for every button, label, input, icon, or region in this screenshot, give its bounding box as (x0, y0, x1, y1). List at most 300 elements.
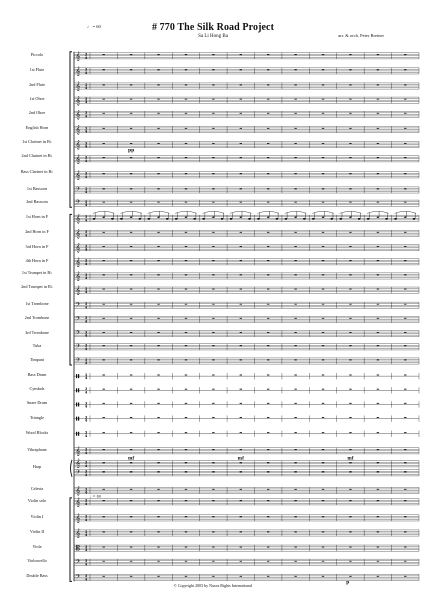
whole-rest-icon (185, 489, 187, 490)
note-head-icon (239, 216, 242, 218)
whole-rest-icon (377, 274, 379, 275)
time-signature: 4 (84, 114, 88, 119)
percussion-clef-icon (78, 374, 79, 378)
instrument-label: Bass Drum (27, 372, 47, 378)
whole-rest-icon (212, 345, 214, 346)
whole-rest-icon (267, 389, 269, 390)
time-signature: 3 (84, 574, 88, 579)
whole-rest-icon (240, 143, 242, 144)
whole-rest-icon (322, 246, 324, 247)
whole-rest-icon (404, 54, 406, 55)
time-signature: 4 (84, 144, 88, 149)
instrument-label: Harp (32, 463, 42, 469)
whole-rest-icon (130, 576, 132, 577)
instrument-label: 4th Horn in F (25, 257, 49, 263)
treble-clef-icon: 𝄞 (75, 95, 81, 105)
whole-rest-icon (157, 318, 159, 319)
whole-rest-icon (294, 318, 296, 319)
whole-rest-icon (103, 99, 105, 100)
percussion-clef-icon (78, 417, 79, 421)
whole-rest-icon (240, 99, 242, 100)
whole-rest-icon (267, 345, 269, 346)
whole-rest-icon (349, 500, 351, 501)
instrument-label: Cymbals (29, 386, 45, 392)
whole-rest-icon (377, 471, 379, 472)
whole-rest-icon (294, 417, 296, 418)
time-signature: 3 (84, 258, 88, 263)
instrument-label: 2nd Horn in F (25, 229, 49, 235)
note-head-icon (130, 216, 133, 218)
whole-rest-icon (404, 173, 406, 174)
whole-rest-icon (267, 157, 269, 158)
whole-rest-icon (212, 274, 214, 275)
whole-rest-icon (103, 516, 105, 517)
time-signature: 4 (84, 174, 88, 179)
whole-rest-icon (349, 188, 351, 189)
whole-rest-icon (267, 113, 269, 114)
whole-rest-icon (349, 202, 351, 203)
instrument-label: English Horn (25, 125, 49, 131)
whole-rest-icon (185, 516, 187, 517)
bass-clef-icon: 𝄢 (75, 315, 81, 324)
whole-rest-icon (377, 489, 379, 490)
whole-rest-icon (349, 359, 351, 360)
whole-rest-icon (349, 99, 351, 100)
whole-rest-icon (404, 113, 406, 114)
whole-rest-icon (157, 432, 159, 433)
whole-rest-icon (377, 143, 379, 144)
whole-rest-icon (349, 260, 351, 261)
time-signature: 3 (84, 415, 88, 420)
whole-rest-icon (377, 345, 379, 346)
whole-rest-icon (404, 576, 406, 577)
whole-rest-icon (322, 389, 324, 390)
whole-rest-icon (157, 449, 159, 450)
treble-clef-icon: 𝄞 (75, 271, 81, 281)
whole-rest-icon (212, 389, 214, 390)
whole-rest-icon (240, 246, 242, 247)
whole-rest-icon (404, 246, 406, 247)
treble-clef-icon: 𝄞 (75, 486, 81, 496)
whole-rest-icon (130, 202, 132, 203)
whole-rest-icon (349, 143, 351, 144)
whole-rest-icon (267, 202, 269, 203)
whole-rest-icon (267, 462, 269, 463)
whole-rest-icon (322, 449, 324, 450)
whole-rest-icon (130, 304, 132, 305)
percussion-clef-icon (78, 402, 79, 406)
time-signature: 3 (84, 215, 88, 220)
whole-rest-icon (157, 128, 159, 129)
whole-rest-icon (130, 143, 132, 144)
bass-clef-icon: 𝄢 (75, 573, 81, 582)
whole-rest-icon (240, 547, 242, 548)
whole-rest-icon (157, 202, 159, 203)
whole-rest-icon (212, 375, 214, 376)
whole-rest-icon (212, 246, 214, 247)
note-head-icon (120, 218, 123, 220)
whole-rest-icon (185, 561, 187, 562)
whole-rest-icon (212, 289, 214, 290)
instrument-label: 2nd Bassoon (26, 199, 48, 205)
whole-rest-icon (404, 260, 406, 261)
whole-rest-icon (377, 462, 379, 463)
whole-rest-icon (240, 471, 242, 472)
whole-rest-icon (240, 274, 242, 275)
whole-rest-icon (377, 531, 379, 532)
whole-rest-icon (212, 449, 214, 450)
time-signature: 3 (84, 244, 88, 249)
whole-rest-icon (322, 143, 324, 144)
whole-rest-icon (267, 128, 269, 129)
whole-rest-icon (212, 113, 214, 114)
whole-rest-icon (240, 576, 242, 577)
whole-rest-icon (322, 157, 324, 158)
whole-rest-icon (185, 173, 187, 174)
whole-rest-icon (377, 69, 379, 70)
whole-rest-icon (130, 232, 132, 233)
slur-icon (230, 211, 251, 213)
whole-rest-icon (157, 113, 159, 114)
whole-rest-icon (267, 54, 269, 55)
time-signature: 3 (84, 460, 88, 465)
whole-rest-icon (349, 69, 351, 70)
whole-rest-icon (130, 128, 132, 129)
whole-rest-icon (212, 471, 214, 472)
whole-rest-icon (377, 232, 379, 233)
whole-rest-icon (185, 113, 187, 114)
whole-rest-icon (103, 128, 105, 129)
whole-rest-icon (157, 232, 159, 233)
whole-rest-icon (294, 289, 296, 290)
whole-rest-icon (322, 332, 324, 333)
whole-rest-icon (322, 547, 324, 548)
instrument-label: Bass Clarinet in B♭ (20, 168, 54, 174)
whole-rest-icon (103, 471, 105, 472)
dynamic-marking: mf (128, 455, 135, 461)
time-signature: 4 (84, 390, 88, 395)
whole-rest-icon (294, 462, 296, 463)
whole-rest-icon (377, 403, 379, 404)
whole-rest-icon (267, 99, 269, 100)
whole-rest-icon (240, 500, 242, 501)
whole-rest-icon (349, 157, 351, 158)
whole-rest-icon (322, 274, 324, 275)
whole-rest-icon (240, 359, 242, 360)
whole-rest-icon (349, 547, 351, 548)
whole-rest-icon (103, 561, 105, 562)
time-signature: 3 (84, 111, 88, 116)
whole-rest-icon (267, 576, 269, 577)
note-head-icon (294, 216, 297, 218)
whole-rest-icon (294, 403, 296, 404)
whole-rest-icon (212, 318, 214, 319)
whole-rest-icon (212, 531, 214, 532)
whole-rest-icon (185, 345, 187, 346)
whole-rest-icon (267, 173, 269, 174)
whole-rest-icon (294, 157, 296, 158)
note-head-icon (276, 218, 279, 220)
time-signature: 3 (84, 469, 88, 474)
whole-rest-icon (404, 432, 406, 433)
whole-rest-icon (103, 113, 105, 114)
whole-rest-icon (212, 489, 214, 490)
whole-rest-icon (212, 500, 214, 501)
whole-rest-icon (322, 54, 324, 55)
whole-rest-icon (267, 375, 269, 376)
whole-rest-icon (240, 289, 242, 290)
note-head-icon (248, 218, 251, 220)
whole-rest-icon (130, 69, 132, 70)
whole-rest-icon (240, 202, 242, 203)
whole-rest-icon (240, 304, 242, 305)
whole-rest-icon (404, 500, 406, 501)
whole-rest-icon (157, 99, 159, 100)
whole-rest-icon (322, 516, 324, 517)
whole-rest-icon (349, 113, 351, 114)
slur-icon (203, 211, 224, 213)
time-signature: 4 (84, 55, 88, 60)
slur-icon (258, 211, 279, 213)
whole-rest-icon (404, 531, 406, 532)
treble-clef-icon: 𝄞 (75, 285, 81, 295)
whole-rest-icon (103, 547, 105, 548)
whole-rest-icon (157, 462, 159, 463)
whole-rest-icon (103, 449, 105, 450)
whole-rest-icon (130, 462, 132, 463)
whole-rest-icon (130, 500, 132, 501)
whole-rest-icon (267, 188, 269, 189)
whole-rest-icon (349, 289, 351, 290)
whole-rest-icon (185, 389, 187, 390)
whole-rest-icon (349, 128, 351, 129)
whole-rest-icon (130, 54, 132, 55)
whole-rest-icon (103, 143, 105, 144)
whole-rest-icon (103, 462, 105, 463)
whole-rest-icon (185, 417, 187, 418)
time-signature: 3 (84, 171, 88, 176)
instrument-label: 2nd Flute (29, 82, 45, 88)
whole-rest-icon (377, 304, 379, 305)
time-signature: 4 (84, 533, 88, 538)
whole-rest-icon (185, 246, 187, 247)
whole-rest-icon (377, 84, 379, 85)
instrument-label: Wood Blocks (25, 429, 49, 435)
whole-rest-icon (157, 389, 159, 390)
percussion-clef-icon (78, 432, 79, 436)
whole-rest-icon (212, 260, 214, 261)
whole-rest-icon (103, 432, 105, 433)
whole-rest-icon (294, 304, 296, 305)
whole-rest-icon (404, 462, 406, 463)
whole-rest-icon (157, 157, 159, 158)
dynamic-marking: pp (127, 148, 135, 154)
whole-rest-icon (240, 84, 242, 85)
note-head-icon (139, 218, 142, 220)
whole-rest-icon (267, 359, 269, 360)
whole-rest-icon (322, 232, 324, 233)
bass-clef-icon: 𝄢 (75, 199, 81, 208)
whole-rest-icon (103, 274, 105, 275)
slur-icon (285, 211, 306, 213)
treble-clef-icon: 𝄞 (75, 528, 81, 538)
whole-rest-icon (157, 173, 159, 174)
treble-clef-icon: 𝄞 (75, 497, 81, 507)
whole-rest-icon (157, 561, 159, 562)
time-signature: 3 (84, 126, 88, 131)
whole-rest-icon (349, 403, 351, 404)
whole-rest-icon (294, 69, 296, 70)
treble-clef-icon: 𝄞 (75, 154, 81, 164)
time-signature: 4 (84, 129, 88, 134)
instrument-label: 2nd Trumpet in B♭ (21, 284, 53, 290)
time-signature: 4 (84, 158, 88, 163)
whole-rest-icon (349, 54, 351, 55)
whole-rest-icon (404, 516, 406, 517)
instrument-label: 1st Flute (29, 66, 45, 72)
whole-rest-icon (157, 471, 159, 472)
time-signature: 4 (84, 218, 88, 223)
whole-rest-icon (240, 232, 242, 233)
whole-rest-icon (212, 157, 214, 158)
whole-rest-icon (267, 143, 269, 144)
whole-rest-icon (185, 359, 187, 360)
whole-rest-icon (103, 246, 105, 247)
whole-rest-icon (322, 202, 324, 203)
slur-icon (93, 211, 114, 213)
note-head-icon (358, 218, 361, 220)
whole-rest-icon (377, 128, 379, 129)
time-signature: 4 (84, 333, 88, 338)
whole-rest-icon (377, 188, 379, 189)
whole-rest-icon (157, 375, 159, 376)
dynamic-marking: mf (347, 455, 354, 461)
whole-rest-icon (294, 389, 296, 390)
whole-rest-icon (294, 54, 296, 55)
treble-clef-icon: 𝄞 (75, 257, 81, 267)
whole-rest-icon (377, 99, 379, 100)
note-head-icon (221, 218, 224, 220)
instrument-label: 1st Oboe (29, 96, 45, 102)
whole-rest-icon (322, 417, 324, 418)
time-signature: 3 (84, 330, 88, 335)
whole-rest-icon (322, 188, 324, 189)
whole-rest-icon (240, 345, 242, 346)
whole-rest-icon (212, 99, 214, 100)
time-signature: 3 (84, 559, 88, 564)
whole-rest-icon (404, 359, 406, 360)
whole-rest-icon (130, 188, 132, 189)
whole-rest-icon (349, 389, 351, 390)
note-head-icon (93, 218, 96, 220)
time-signature: 3 (84, 286, 88, 291)
whole-rest-icon (185, 471, 187, 472)
time-signature: 3 (84, 372, 88, 377)
whole-rest-icon (130, 246, 132, 247)
whole-rest-icon (130, 471, 132, 472)
whole-rest-icon (130, 359, 132, 360)
whole-rest-icon (294, 471, 296, 472)
note-head-icon (385, 218, 388, 220)
time-signature: 4 (84, 376, 88, 381)
whole-rest-icon (185, 547, 187, 548)
time-signature: 4 (84, 418, 88, 423)
whole-rest-icon (267, 403, 269, 404)
whole-rest-icon (267, 332, 269, 333)
whole-rest-icon (185, 500, 187, 501)
whole-rest-icon (212, 432, 214, 433)
instrument-label: Violin I (30, 513, 44, 519)
whole-rest-icon (294, 489, 296, 490)
whole-rest-icon (404, 489, 406, 490)
whole-rest-icon (157, 143, 159, 144)
treble-clef-icon: 𝄞 (75, 66, 81, 76)
whole-rest-icon (240, 69, 242, 70)
note-head-icon (339, 218, 342, 220)
whole-rest-icon (267, 489, 269, 490)
whole-rest-icon (212, 359, 214, 360)
time-signature: 3 (84, 343, 88, 348)
whole-rest-icon (267, 516, 269, 517)
whole-rest-icon (322, 84, 324, 85)
whole-rest-icon (377, 332, 379, 333)
whole-rest-icon (240, 489, 242, 490)
whole-rest-icon (240, 128, 242, 129)
whole-rest-icon (377, 516, 379, 517)
whole-rest-icon (294, 188, 296, 189)
whole-rest-icon (404, 143, 406, 144)
whole-rest-icon (294, 516, 296, 517)
whole-rest-icon (103, 84, 105, 85)
whole-rest-icon (240, 157, 242, 158)
whole-rest-icon (212, 403, 214, 404)
instrument-label: Celesta (30, 486, 44, 492)
whole-rest-icon (349, 576, 351, 577)
note-head-icon (312, 218, 315, 220)
whole-rest-icon (157, 289, 159, 290)
note-head-icon (166, 218, 169, 220)
whole-rest-icon (130, 332, 132, 333)
whole-rest-icon (294, 84, 296, 85)
whole-rest-icon (130, 449, 132, 450)
time-signature: 4 (84, 346, 88, 351)
whole-rest-icon (404, 345, 406, 346)
instrument-label: Vibraphone (27, 446, 47, 452)
whole-rest-icon (322, 260, 324, 261)
whole-rest-icon (267, 304, 269, 305)
whole-rest-icon (404, 375, 406, 376)
slur-icon (367, 211, 388, 213)
time-signature: 4 (84, 433, 88, 438)
whole-rest-icon (212, 173, 214, 174)
whole-rest-icon (130, 375, 132, 376)
whole-rest-icon (240, 188, 242, 189)
arranger-credit: arr. & orch. Peter Breiner (338, 33, 384, 38)
instrument-label: 3rd Trombone (25, 329, 49, 335)
whole-rest-icon (240, 332, 242, 333)
whole-rest-icon (377, 318, 379, 319)
whole-rest-icon (157, 403, 159, 404)
note-head-icon (185, 216, 188, 218)
whole-rest-icon (349, 489, 351, 490)
whole-rest-icon (294, 113, 296, 114)
percussion-clef-icon (76, 432, 77, 436)
instrument-label: 1st Trombone (25, 301, 49, 307)
whole-rest-icon (130, 99, 132, 100)
whole-rest-icon (212, 561, 214, 562)
whole-rest-icon (185, 202, 187, 203)
whole-rest-icon (240, 516, 242, 517)
